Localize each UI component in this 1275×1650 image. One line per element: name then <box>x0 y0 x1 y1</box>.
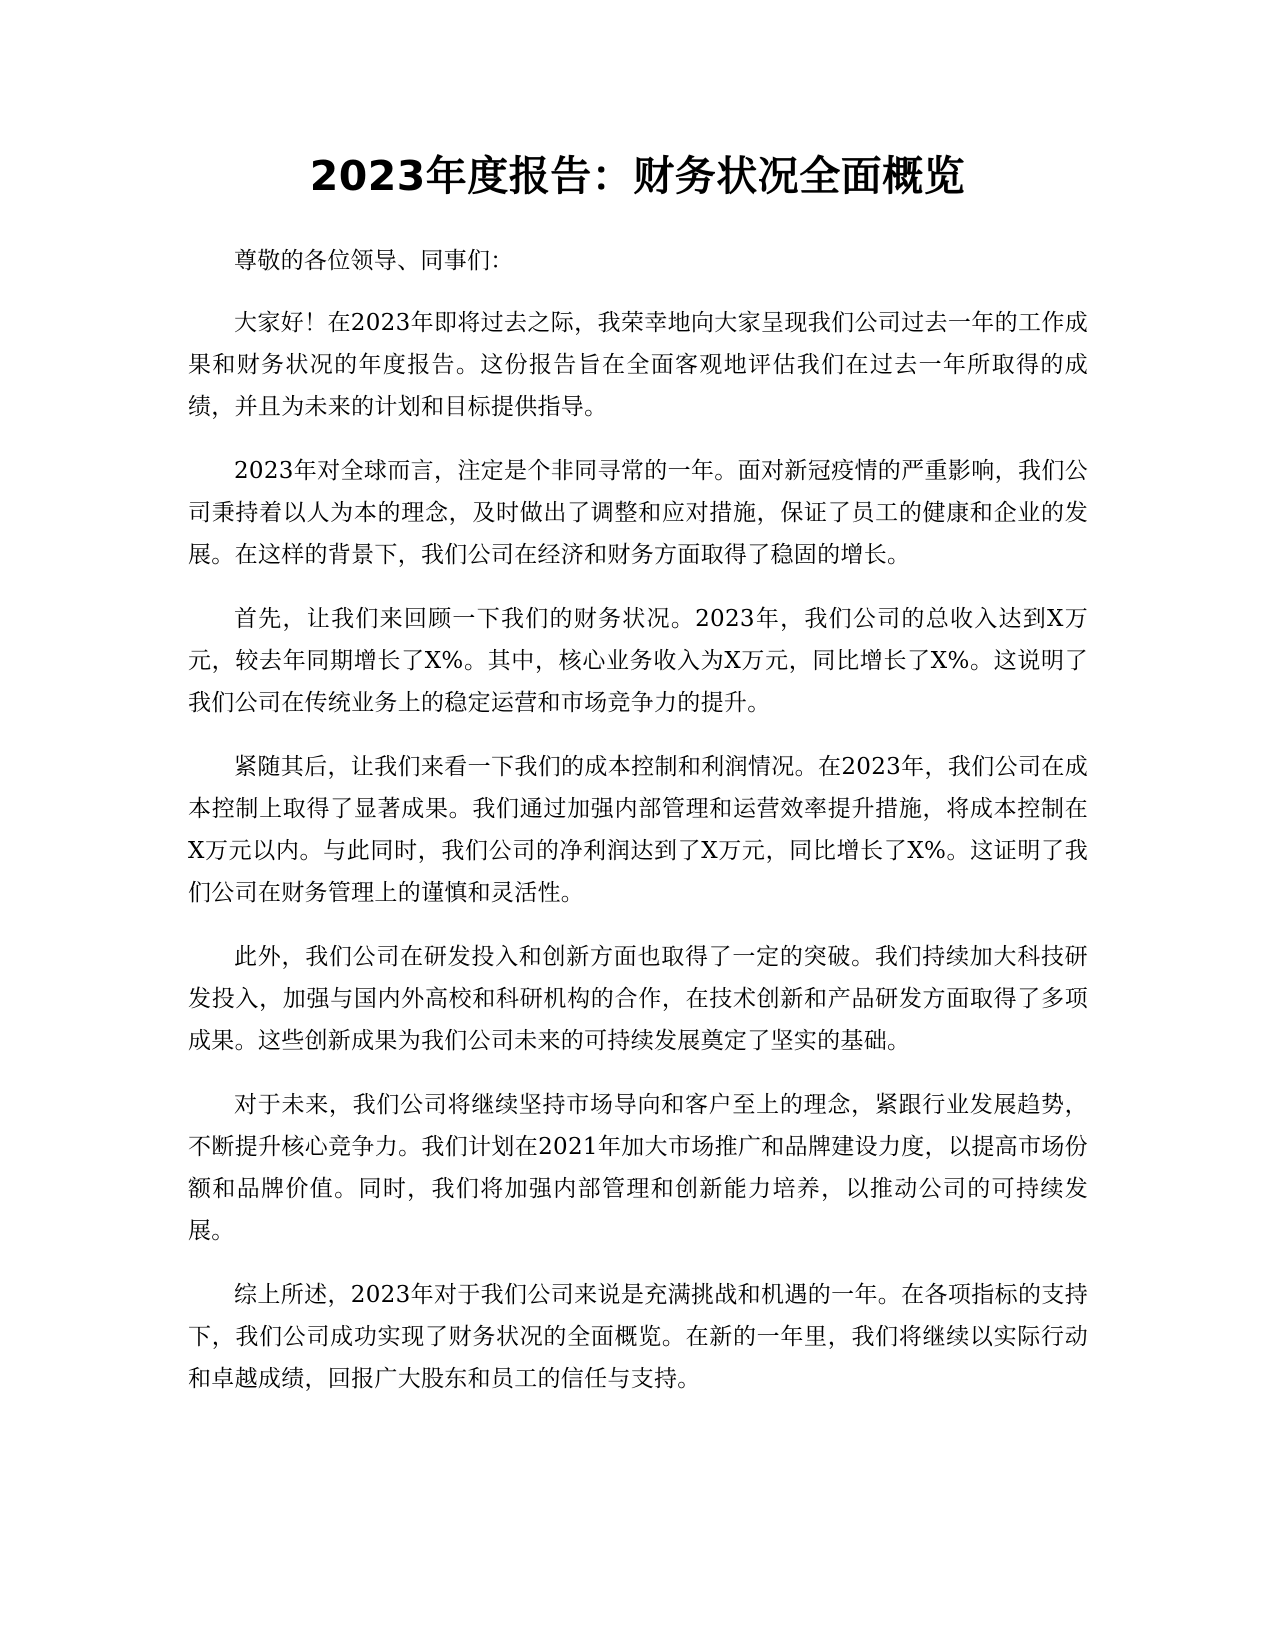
paragraph-revenue: 首先，让我们来回顾一下我们的财务状况。2023年，我们公司的总收入达到X万元，较去年同期增长了X%。其中，核心业务收入为X万元，同比增长了X%。这说明了我们公司在传统业务上的稳定运营和市场竞争力的提升。 <box>188 606 1088 716</box>
document-body <box>188 240 1088 1422</box>
paragraph-innovation: 此外，我们公司在研发投入和创新方面也取得了一定的突破。我们持续加大科技研发投入，加强与国内外高校和科研机构的合作，在技术创新和产品研发方面取得了多项成果。这些创新成果为我们公司未来的可持续发展奠定了坚实的基础。 <box>188 944 1088 1054</box>
paragraph-intro: 大家好！在2023年即将过去之际，我荣幸地向大家呈现我们公司过去一年的工作成果和财务状况的年度报告。这份报告旨在全面客观地评估我们在过去一年所取得的成绩，并且为未来的计划和目标提供指导。 <box>188 310 1088 420</box>
paragraph-future: 对于未来，我们公司将继续坚持市场导向和客户至上的理念，紧跟行业发展趋势，不断提升核心竞争力。我们计划在2021年加大市场推广和品牌建设力度，以提高市场份额和品牌价值。同时，我们将加强内部管理和创新能力培养，以推动公司的可持续发展。 <box>188 1092 1088 1244</box>
paragraph-background: 2023年对全球而言，注定是个非同寻常的一年。面对新冠疫情的严重影响，我们公司秉持着以人为本的理念，及时做出了调整和应对措施，保证了员工的健康和企业的发展。在这样的背景下，我们公司在经济和财务方面取得了稳固的增长。 <box>188 458 1088 568</box>
document-title: 2023年度报告：财务状况全面概览 <box>309 152 966 200</box>
paragraph-cost-profit: 紧随其后，让我们来看一下我们的成本控制和利润情况。在2023年，我们公司在成本控制上取得了显著成果。我们通过加强内部管理和运营效率提升措施，将成本控制在X万元以内。与此同时，我们公司的净利润达到了X万元，同比增长了X%。这证明了我们公司在财务管理上的谨慎和灵活性。 <box>188 754 1088 906</box>
salutation: 尊敬的各位领导、同事们： <box>234 248 514 274</box>
paragraph-conclusion: 综上所述，2023年对于我们公司来说是充满挑战和机遇的一年。在各项指标的支持下，我们公司成功实现了财务状况的全面概览。在新的一年里，我们将继续以实际行动和卓越成绩，回报广大股东和员工的信任与支持。 <box>188 1282 1088 1392</box>
